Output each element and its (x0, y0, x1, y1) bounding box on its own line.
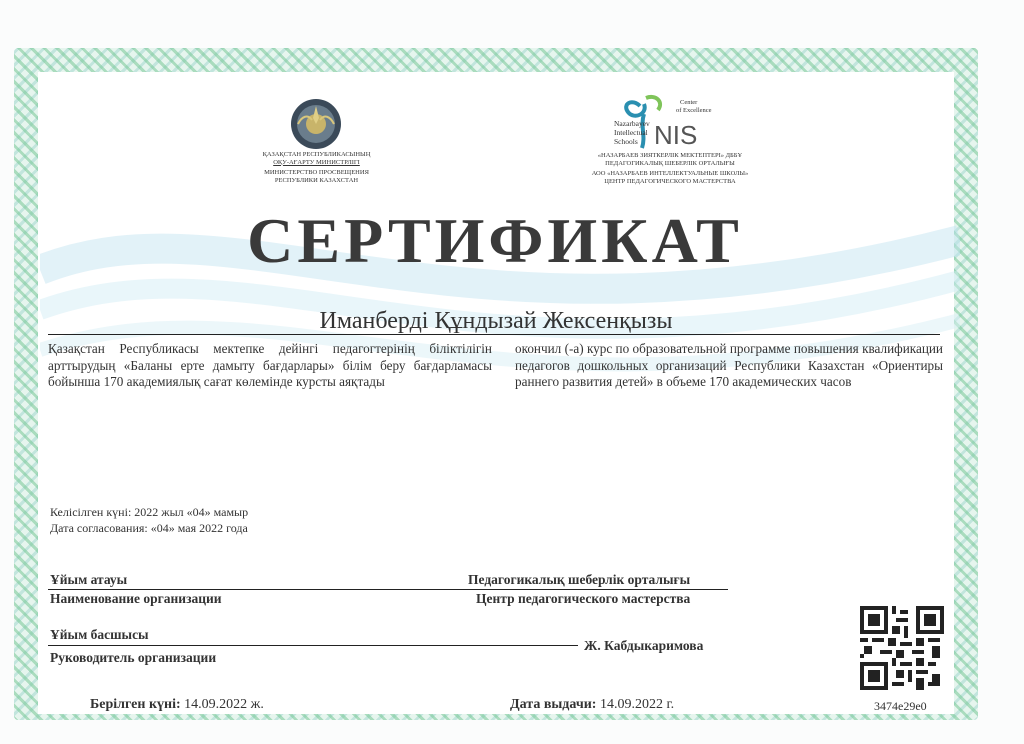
ministry-line-ru-1: МИНИСТЕРСТВО ПРОСВЕЩЕНИЯ (264, 169, 369, 177)
nis-line-4: ЦЕНТР ПЕДАГОГИЧЕСКОГО МАСТЕРСТВА (604, 177, 736, 185)
nis-line-1: «НАЗАРБАЕВ ЗИЯТКЕРЛІК МЕКТЕПТЕРІ» ДББҰ (597, 152, 743, 159)
head-label-ru: Руководитель организации (50, 650, 217, 665)
qr-code-icon (860, 606, 944, 690)
recipient-underline (48, 334, 940, 335)
kazakhstan-emblem-icon (288, 98, 344, 150)
certificate-paper (38, 72, 954, 714)
agreement-date-ru: Дата согласования: «04» мая 2022 года (50, 521, 248, 535)
recipient-name: Иманберді Құндызай Жексенқызы (319, 308, 673, 334)
issue-date-kz-label: Берілген күні: (90, 697, 181, 712)
nis-nazarbayev: Nazarbayev (614, 119, 650, 128)
nis-line-3: АОО «НАЗАРБАЕВ ИНТЕЛЛЕКТУАЛЬНЫЕ ШКОЛЫ» (591, 170, 749, 178)
issue-date-ru (510, 697, 674, 713)
org-value-ru: Центр педагогического мастерства (476, 591, 691, 606)
org-divider (48, 589, 728, 590)
head-divider (48, 645, 578, 646)
agreement-date-kz: Келісілген күні: 2022 жыл «04» мамыр (50, 505, 249, 519)
nis-intellectual: Intellectual (614, 128, 648, 137)
nis-excellence: of Excellence (676, 107, 712, 114)
org-value-kz: Педагогикалық шеберлік орталығы (468, 572, 691, 587)
head-signature-name: Ж. Кабдыкаримова (584, 638, 704, 653)
issue-date-kz-value: 14.09.2022 ж. (184, 697, 264, 712)
org-label-ru: Наименование организации (50, 591, 222, 606)
nis-schools: Schools (614, 137, 638, 146)
head-label-kz: Ұйым басшысы (50, 627, 149, 642)
nis-line-2: ПЕДАГОГИКАЛЫҚ ШЕБЕРЛІК ОРТАЛЫҒЫ (605, 159, 735, 167)
course-description-ru: окончил (-а) курс по образовательной программе повышения квалификации педагогов дошкольных организаций Республики Казахстан «Ориентиры раннего развития детей» в объеме 170 академических часов (515, 341, 943, 389)
ministry-line-kz-2: ОҚУ-АҒАРТУ МИНИСТРЛІГІ (273, 158, 360, 166)
issue-date-ru-label: Дата выдачи: (510, 697, 597, 712)
ministry-line-kz-1: ҚАЗАҚСТАН РЕСПУБЛИКАСЫНЫҢ (262, 151, 371, 158)
nis-caption (570, 152, 770, 185)
nis-logo (614, 92, 724, 152)
course-description-kz: Қазақстан Республикасы мектепке дейінгі педагогтерінің біліктілігін арттырудың «Баланы ерте дамыту бағдарлары» білім беру бағдарламасы бойынша 170 академиялық сағат көлемінде курсты аяқтады (48, 341, 492, 389)
issue-date-ru-value: 14.09.2022 г. (599, 697, 675, 712)
org-label-kz: Ұйым атауы (50, 572, 128, 587)
ministry-caption (224, 151, 409, 184)
certificate-title: СЕРТИФИКАТ (247, 205, 743, 276)
nis-mark: NIS (654, 120, 698, 150)
qr-code-id: 3474e29e0 (874, 699, 927, 713)
issue-date-kz (90, 697, 264, 713)
nis-center: Center (680, 99, 698, 106)
ministry-line-ru-2: РЕСПУБЛИКИ КАЗАХСТАН (274, 176, 359, 184)
